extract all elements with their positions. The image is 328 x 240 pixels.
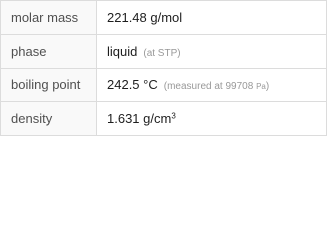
- row-molar-mass: [1, 1, 327, 35]
- property-label: boiling point: [1, 68, 97, 102]
- boiling-point-note-text: (measured at 99708: [163, 81, 254, 93]
- property-label: molar mass: [1, 1, 97, 35]
- boiling-point-value: 242.5: [107, 77, 140, 93]
- row-density: [1, 102, 327, 136]
- density-unit-exponent: 3: [171, 111, 176, 121]
- property-label: density: [1, 102, 97, 136]
- boiling-point-note: [164, 81, 269, 92]
- boiling-point-unit: °C: [143, 77, 158, 93]
- row-phase: [1, 34, 327, 68]
- density-unit: g/cm: [143, 111, 172, 127]
- property-value-cell: [97, 34, 327, 68]
- molar-mass-unit: g/mol: [150, 9, 183, 25]
- boiling-point-note-unit: Pa: [256, 82, 266, 92]
- property-value-cell: [97, 102, 327, 136]
- row-boiling-point: [1, 68, 327, 102]
- phase-value: liquid: [107, 43, 138, 59]
- property-value-cell: [97, 1, 327, 35]
- density-value: 1.631: [107, 111, 140, 127]
- property-value-cell: [97, 68, 327, 102]
- phase-note: (at STP): [143, 47, 181, 59]
- boiling-point-note-close: ): [265, 81, 270, 93]
- molar-mass-value: 221.48: [107, 9, 147, 25]
- property-label: phase: [1, 34, 97, 68]
